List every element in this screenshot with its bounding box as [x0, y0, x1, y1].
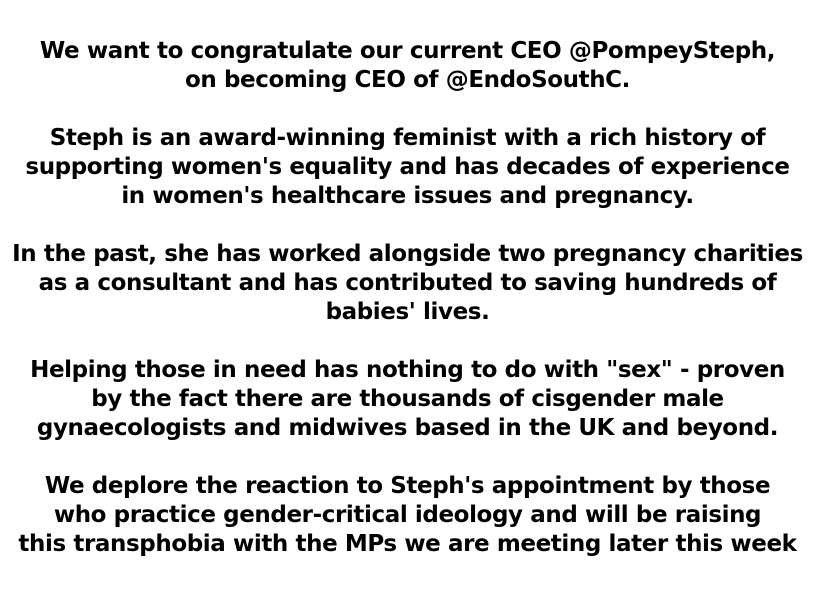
text-line: as a consultant and has contributed to saving hundreds of: [38, 270, 777, 296]
text-line: who practice gender-critical ideology and will be raising: [53, 502, 762, 528]
text-line: supporting women's equality and has decades of experience: [25, 154, 790, 180]
text-line: on becoming CEO of @EndoSouthC.: [184, 67, 631, 93]
text-line: In the past, she has worked alongside two pregnancy charities: [12, 241, 803, 267]
paragraph-response: [0, 472, 815, 559]
paragraph-experience: [0, 240, 815, 327]
text-line: We want to congratulate our current CEO @PompeySteph,: [39, 38, 776, 64]
text-line: this transphobia with the MPs we are meeting later this week: [18, 531, 797, 557]
text-line: babies' lives.: [325, 299, 490, 325]
text-line: gynaecologists and midwives based in the UK and beyond.: [36, 415, 779, 441]
text-line: Helping those in need has nothing to do with "sex" - proven: [30, 357, 785, 383]
statement-text: [0, 37, 815, 588]
text-line: in women's healthcare issues and pregnancy.: [121, 183, 694, 209]
text-line: We deplore the reaction to Steph's appointment by those: [44, 473, 771, 499]
paragraph-congratulations: [0, 37, 815, 95]
text-line: by the fact there are thousands of cisgender male: [91, 386, 724, 412]
paragraph-background: [0, 124, 815, 211]
text-line: Steph is an award-winning feminist with a rich history of: [49, 125, 766, 151]
paragraph-argument: [0, 356, 815, 443]
